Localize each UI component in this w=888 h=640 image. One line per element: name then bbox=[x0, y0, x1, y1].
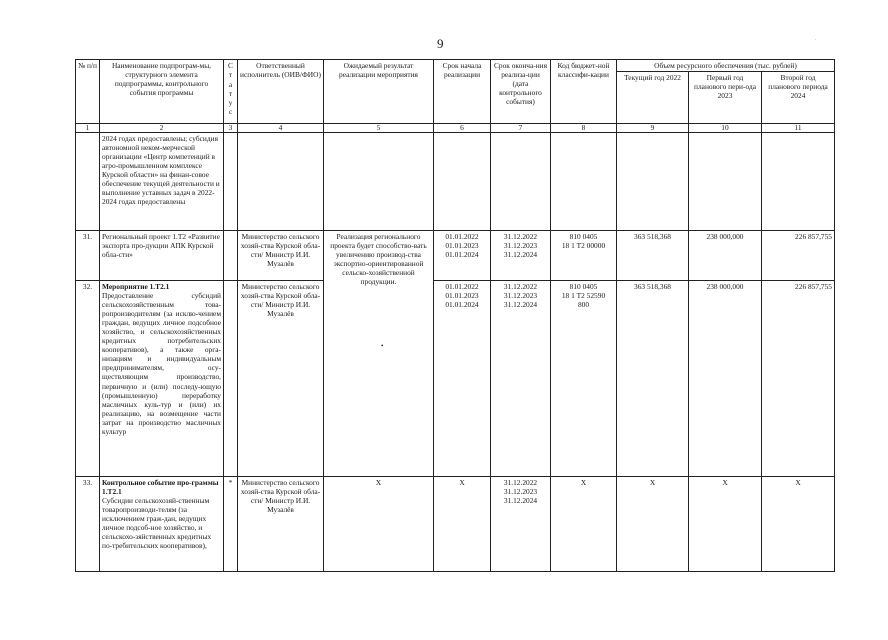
row-status bbox=[224, 133, 238, 231]
header-col-number: № п/п bbox=[76, 60, 100, 124]
header-col-2023: Первый год планового пери-ода 2023 bbox=[689, 72, 762, 124]
row-start: 01.01.2022 01.01.2023 01.01.2024 bbox=[434, 281, 491, 477]
row-2024: 226 857,755 bbox=[762, 231, 835, 281]
colnum-6: 6 bbox=[434, 124, 491, 133]
row-end: 31.12.2022 31.12.2023 31.12.2024 bbox=[491, 231, 551, 281]
row-number: 31. bbox=[76, 231, 100, 281]
row-name-cell bbox=[100, 477, 224, 572]
row-number: 33. bbox=[76, 477, 100, 572]
row-code bbox=[551, 133, 617, 231]
row-name: Региональный проект 1.Т2 «Развитие экспорта про-дукции АПК Курской обла-сти» bbox=[100, 231, 224, 281]
row-2023: 238 000,000 bbox=[689, 231, 762, 281]
scan-speck: . bbox=[815, 37, 817, 42]
row-2022: Х bbox=[617, 477, 689, 572]
row-2024: Х bbox=[762, 477, 835, 572]
header-col-status: С т а т у с bbox=[224, 60, 238, 124]
row-code: Х bbox=[551, 477, 617, 572]
header-resources: Объем ресурсного обеспечения (тыс. рублей) bbox=[617, 60, 835, 72]
table-row bbox=[76, 133, 835, 231]
row-code: 810 0405 18 1 Т2 00000 bbox=[551, 231, 617, 281]
row-2022: 363 518,368 bbox=[617, 281, 689, 477]
table-row bbox=[76, 477, 835, 572]
row-2024 bbox=[762, 133, 835, 231]
row-start: Х bbox=[434, 477, 491, 572]
header-col-executor: Ответственный исполнитель (ОИВ/ФИО) bbox=[238, 60, 324, 124]
row-2024: 226 857,755 bbox=[762, 281, 835, 477]
row-end: 31.12.2022 31.12.2023 31.12.2024 bbox=[491, 477, 551, 572]
column-number-row bbox=[76, 124, 835, 133]
row-name: 2024 годах предоставлены; субсидия автономной неком-мерческой организации «Центр компетенций в агро-промышленном комплексе Курской области» на финан-совое обеспечение текущей деятельности и выполнение уставных задач в 2022-2024 годах предоставлены bbox=[100, 133, 224, 231]
row-2023: Х bbox=[689, 477, 762, 572]
row-name-text: Субсидии сельскохозяй-ственным товаропроизводи-телям (за исключением граж-дан, ведущих личное подсоб-ное хозяйство, и сельскохо-зяйственных кредитных по-требительских кооперативов), bbox=[102, 496, 212, 551]
table-row bbox=[76, 231, 835, 281]
row-start bbox=[434, 133, 491, 231]
row-executor: Министерство сельского хозяй-ства Курской обла-сти/ Министр И.И. Музалёв bbox=[238, 231, 324, 281]
header-col-name: Наименование подпрограм-мы, структурного элемента подпрограммы, контрольного события программы bbox=[100, 60, 224, 124]
header-col-code: Код бюджет-ной классифи-кации bbox=[551, 60, 617, 124]
row-name-text: Предоставление субсидий сельскохозяйственным това-ропроизводителям (за исклю-чением граждан, ведущих личное подсобное хозяйство, и сельскохозяйственных кредитных потребительских кооперативов), а также орга-низациям и индивидуальным предпринимателям, осу-ществляющим производство, первичную и (или) последу-ющую (промышленную) переработку масличных куль-тур и (или) их реализацию, на возмещение части затрат на производство масличных культур bbox=[102, 291, 221, 436]
header-col-result: Ожидаемый результат реализации мероприятия bbox=[324, 60, 434, 124]
row-number bbox=[76, 133, 100, 231]
row-end bbox=[491, 133, 551, 231]
colnum-1: 1 bbox=[76, 124, 100, 133]
colnum-8: 8 bbox=[551, 124, 617, 133]
header-row-1 bbox=[76, 60, 835, 72]
row-start: 01.01.2022 01.01.2023 01.01.2024 bbox=[434, 231, 491, 281]
row-end: 31.12.2022 31.12.2023 31.12.2024 bbox=[491, 281, 551, 477]
row-executor: Министерство сельского хозяй-ства Курской обла-сти/ Министр И.И. Музалёв bbox=[238, 477, 324, 572]
header-col-2024: Второй год планового периода 2024 bbox=[762, 72, 835, 124]
colnum-9: 9 bbox=[617, 124, 689, 133]
header-col-end: Срок оконча-ния реализа-ции (дата контрольного события) bbox=[491, 60, 551, 124]
row-executor bbox=[238, 133, 324, 231]
header-col-2022: Текущий год 2022 bbox=[617, 72, 689, 124]
row-name-title: Мероприятие 1.Т2.1 bbox=[102, 282, 170, 292]
scan-speck: • bbox=[381, 342, 384, 350]
row-name-cell bbox=[100, 281, 224, 477]
row-result: Х bbox=[324, 477, 434, 572]
colnum-11: 11 bbox=[762, 124, 835, 133]
table-row bbox=[76, 281, 835, 477]
row-2023: 238 000,000 bbox=[689, 281, 762, 477]
header-col-start: Срок начала реализации bbox=[434, 60, 491, 124]
row-number: 32. bbox=[76, 281, 100, 477]
row-2022: 363 518,368 bbox=[617, 231, 689, 281]
program-table bbox=[75, 59, 835, 572]
colnum-10: 10 bbox=[689, 124, 762, 133]
row-result bbox=[324, 133, 434, 231]
row-executor: Министерство сельского хозяй-ства Курской обла-сти/ Министр И.И. Музалёв bbox=[238, 281, 324, 477]
row-status bbox=[224, 281, 238, 477]
row-code: 810 0405 18 1 Т2 52590 800 bbox=[551, 281, 617, 477]
row-2023 bbox=[689, 133, 762, 231]
page-number: 9 bbox=[437, 36, 444, 51]
colnum-5: 5 bbox=[324, 124, 434, 133]
row-name-title: Контрольное событие про-граммы 1.Т2.1 bbox=[102, 478, 219, 497]
colnum-7: 7 bbox=[491, 124, 551, 133]
row-result: Реализация регионального проекта будет способство-вать увеличению производ-ства экспортно-ориентированной сельско-хозяйственной продукции. bbox=[324, 231, 434, 477]
row-status bbox=[224, 231, 238, 281]
row-2022 bbox=[617, 133, 689, 231]
colnum-4: 4 bbox=[238, 124, 324, 133]
row-status: * bbox=[224, 477, 238, 572]
colnum-3: 3 bbox=[224, 124, 238, 133]
colnum-2: 2 bbox=[100, 124, 224, 133]
